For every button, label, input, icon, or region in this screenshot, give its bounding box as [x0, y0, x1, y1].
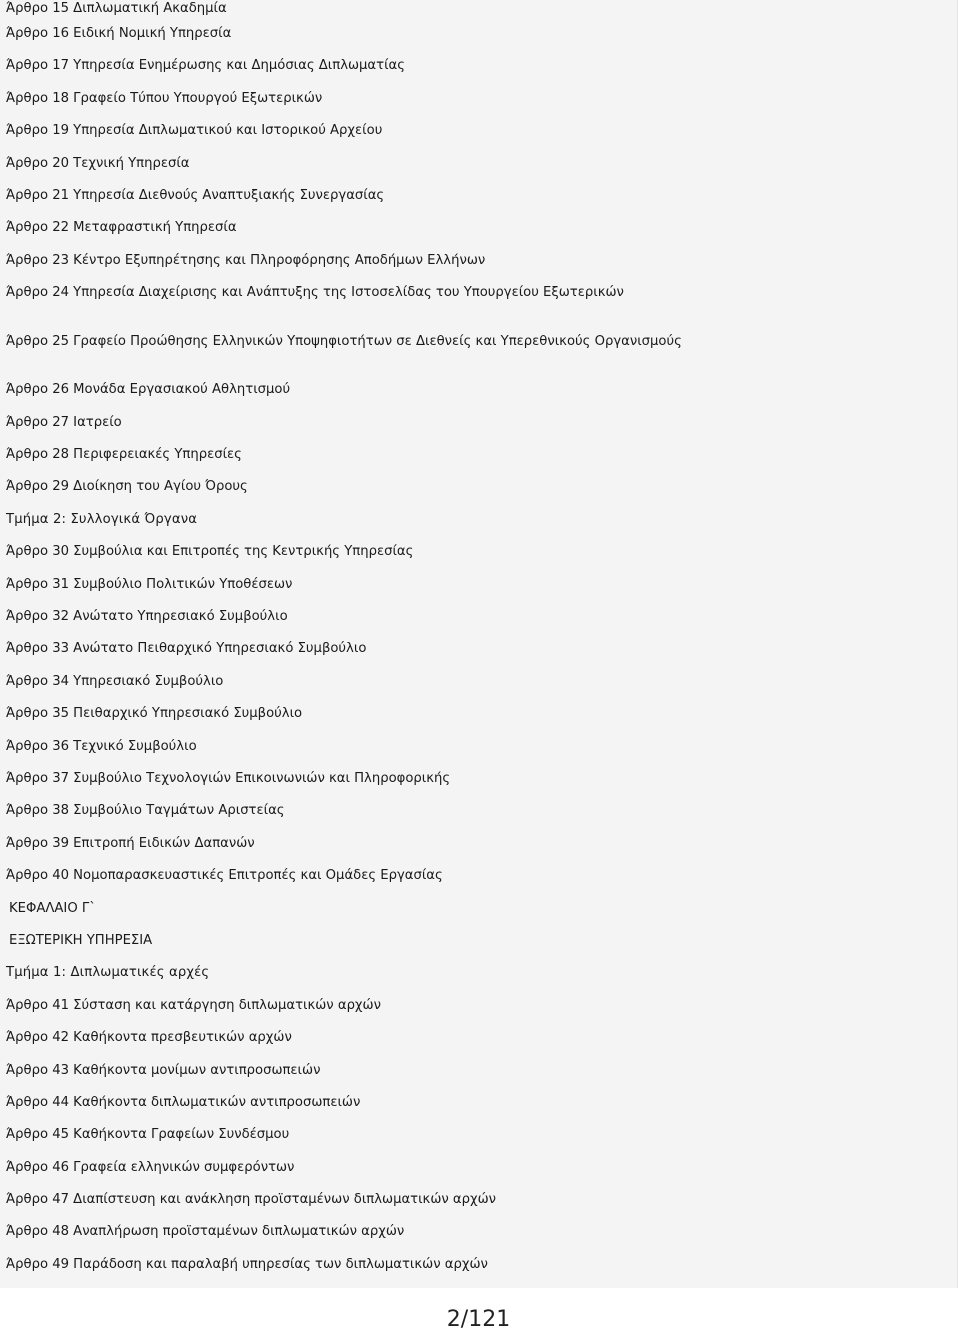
toc-item-article-38: Άρθρο 38 Συμβούλιο Ταγμάτων Αριστείας	[6, 803, 285, 819]
toc-chapter-title: ΕΞΩΤΕΡΙΚΗ ΥΠΗΡΕΣΙΑ	[9, 932, 153, 948]
toc-item-article-20: Άρθρο 20 Τεχνική Υπηρεσία	[6, 155, 190, 171]
toc-item-article-26: Άρθρο 26 Μονάδα Εργασιακού Αθλητισμού	[6, 382, 291, 398]
toc-item-article-45: Άρθρο 45 Καθήκοντα Γραφείων Συνδέσμου	[6, 1127, 290, 1143]
toc-item-article-24: Άρθρο 24 Υπηρεσία Διαχείρισης και Ανάπτυξης της Ιστοσελίδας του Υπουργείου Εξωτερικών	[6, 285, 624, 301]
toc-item-article-47: Άρθρο 47 Διαπίστευση και ανάκληση προϊσταμένων διπλωματικών αρχών	[6, 1192, 497, 1208]
toc-item-article-23: Άρθρο 23 Κέντρο Εξυπηρέτησης και Πληροφόρησης Αποδήμων Ελλήνων	[6, 252, 486, 268]
toc-item-article-16: Άρθρο 16 Ειδική Νομική Υπηρεσία	[6, 26, 232, 41]
toc-section-heading: Τμήμα 1: Διπλωματικές αρχές	[6, 965, 210, 981]
toc-item-article-42: Άρθρο 42 Καθήκοντα πρεσβευτικών αρχών	[6, 1030, 292, 1046]
toc-item-article-41: Άρθρο 41 Σύσταση και κατάργηση διπλωματικών αρχών	[6, 997, 381, 1013]
toc-item-article-34: Άρθρο 34 Υπηρεσιακό Συμβούλιο	[6, 673, 224, 689]
toc-item-article-17: Άρθρο 17 Υπηρεσία Ενημέρωσης και Δημόσιας Διπλωματίας	[6, 58, 405, 74]
toc-item-article-32: Άρθρο 32 Ανώτατο Υπηρεσιακό Συμβούλιο	[6, 609, 288, 625]
toc-item-article-40: Άρθρο 40 Νομοπαρασκευαστικές Επιτροπές και Ομάδες Εργασίας	[6, 868, 443, 884]
toc-item-article-31: Άρθρο 31 Συμβούλιο Πολιτικών Υποθέσεων	[6, 576, 293, 592]
toc-item-article-36: Άρθρο 36 Τεχνικό Συμβούλιο	[6, 738, 197, 754]
toc-item-article-15: Άρθρο 15 Διπλωματική Ακαδημία	[6, 1, 227, 16]
toc-item-article-30: Άρθρο 30 Συμβούλια και Επιτροπές της Κεντρικής Υπηρεσίας	[6, 544, 414, 560]
toc-item-article-27: Άρθρο 27 Ιατρείο	[6, 414, 122, 430]
toc-item-article-48: Άρθρο 48 Αναπλήρωση προϊσταμένων διπλωματικών αρχών	[6, 1224, 405, 1240]
toc-item-article-29: Άρθρο 29 Διοίκηση του Αγίου Όρους	[6, 479, 248, 495]
toc-section-heading: Τμήμα 2: Συλλογικά Όργανα	[6, 511, 198, 527]
toc-item-article-33: Άρθρο 33 Ανώτατο Πειθαρχικό Υπηρεσιακό Συμβούλιο	[6, 641, 367, 657]
toc-item-article-25: Άρθρο 25 Γραφείο Προώθησης Ελληνικών Υποψηφιοτήτων σε Διεθνείς και Υπερεθνικούς Οργανισμούς	[6, 333, 682, 349]
toc-item-article-44: Άρθρο 44 Καθήκοντα διπλωματικών αντιπροσωπειών	[6, 1094, 361, 1110]
page-number: 2/121	[446, 1307, 511, 1332]
toc-item-article-35: Άρθρο 35 Πειθαρχικό Υπηρεσιακό Συμβούλιο	[6, 706, 303, 722]
toc-item-article-28: Άρθρο 28 Περιφερειακές Υπηρεσίες	[6, 447, 242, 463]
toc-item-article-46: Άρθρο 46 Γραφεία ελληνικών συμφερόντων	[6, 1159, 295, 1175]
toc-item-article-43: Άρθρο 43 Καθήκοντα μονίμων αντιπροσωπειών	[6, 1062, 321, 1078]
toc-item-article-19: Άρθρο 19 Υπηρεσία Διπλωματικού και Ιστορικού Αρχείου	[6, 123, 383, 139]
toc-chapter-heading: ΚΕΦΑΛΑΙΟ Γ`	[9, 900, 96, 916]
toc-item-article-21: Άρθρο 21 Υπηρεσία Διεθνούς Αναπτυξιακής Συνεργασίας	[6, 187, 385, 203]
toc-item-article-22: Άρθρο 22 Μεταφραστική Υπηρεσία	[6, 220, 237, 236]
toc-item-article-18: Άρθρο 18 Γραφείο Τύπου Υπουργού Εξωτερικών	[6, 90, 323, 106]
toc-item-article-39: Άρθρο 39 Επιτροπή Ειδικών Δαπανών	[6, 835, 255, 851]
toc-item-article-49: Άρθρο 49 Παράδοση και παραλαβή υπηρεσίας των διπλωματικών αρχών	[6, 1256, 488, 1272]
toc-item-article-37: Άρθρο 37 Συμβούλιο Τεχνολογιών Επικοινωνιών και Πληροφορικής	[6, 771, 451, 786]
